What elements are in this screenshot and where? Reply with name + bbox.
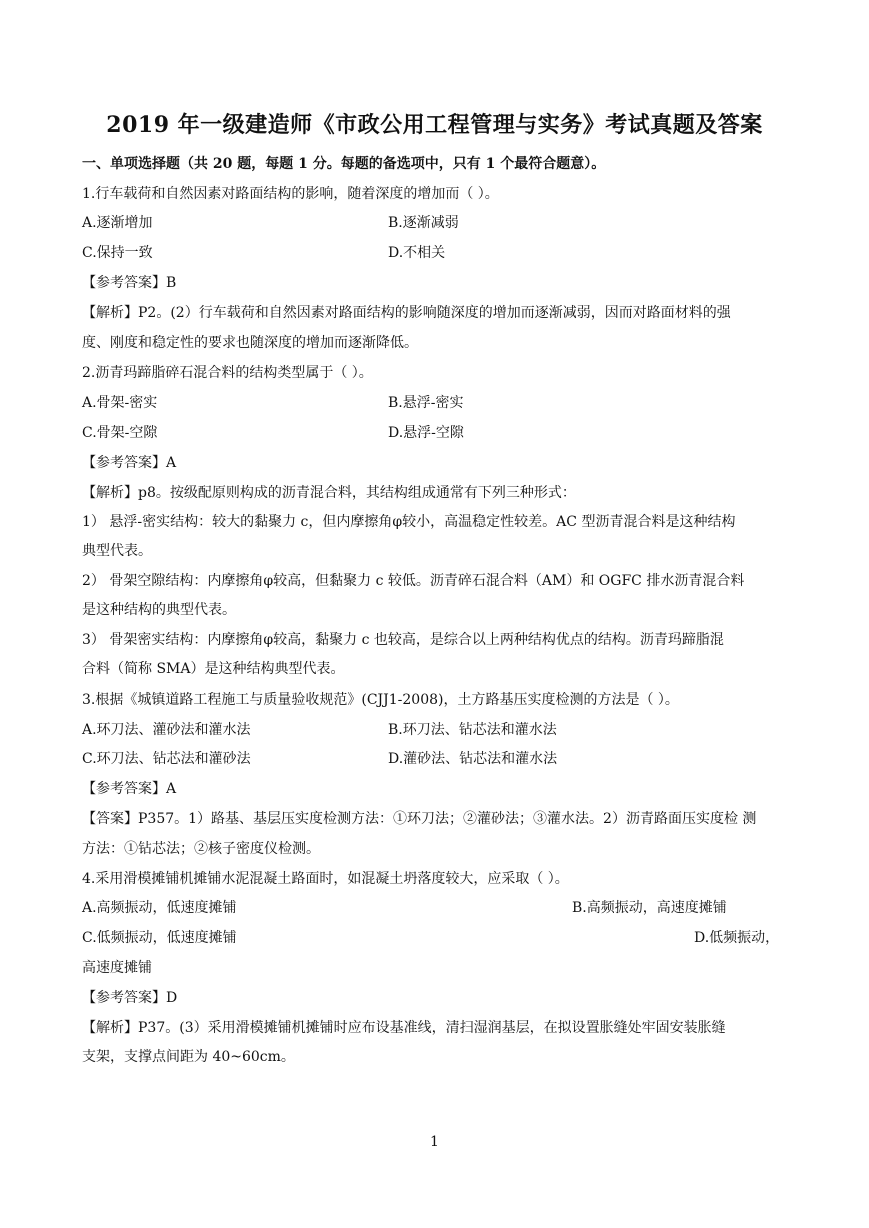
question-4-option-c: C.低频振动，低速度摊铺 <box>82 930 237 946</box>
question-1-option-b: B.逐渐减弱 <box>388 215 459 231</box>
question-1-answer: 【参考答案】B <box>82 275 177 291</box>
question-3-explanation-line: 【答案】P357。1）路基、基层压实度检测方法：①环刀法；②灌砂法；③灌水法。2）沥青路面压实度检 测 <box>82 811 757 827</box>
document-title: 2019 年一级建造师《市政公用工程管理与实务》考试真题及答案 <box>106 112 763 138</box>
question-4-option-d-continued: 高速度摊铺 <box>82 960 152 976</box>
question-2-explanation-line: 是这种结构的典型代表。 <box>82 602 236 618</box>
question-1-option-d: D.不相关 <box>388 245 446 261</box>
question-2-explanation-line: 2） 骨架空隙结构：内摩擦角φ较高，但黏聚力 c 较低。沥青碎石混合料（AM）和 OGFC 排水沥青混合料 <box>82 573 745 589</box>
section-heading: 一、单项选择题（共 20 题，每题 1 分。每题的备选项中，只有 1 个最符合题意）。 <box>82 156 606 172</box>
question-2-explanation-line: 1） 悬浮-密实结构：较大的黏聚力 c，但内摩擦角φ较小，高温稳定性较差。AC 型沥青混合料是这种结构 <box>82 514 736 530</box>
question-4-option-d: D.低频振动， <box>694 930 780 946</box>
question-4-answer: 【参考答案】D <box>82 990 178 1006</box>
question-2-option-b: B.悬浮-密实 <box>388 395 464 411</box>
question-1-option-c: C.保持一致 <box>82 245 153 261</box>
question-3-stem: 3.根据《城镇道路工程施工与质量验收规范》(CJJ1-2008)，土方路基压实度检测的方法是（ ）。 <box>82 692 679 708</box>
question-3-option-d: D.灌砂法、钻芯法和灌水法 <box>388 751 558 767</box>
question-4-option-b: B.高频振动，高速度摊铺 <box>572 900 727 916</box>
question-1-option-a: A.逐渐增加 <box>82 215 153 231</box>
question-4-option-a: A.高频振动，低速度摊铺 <box>82 900 237 916</box>
question-2-option-d: D.悬浮-空隙 <box>388 425 464 441</box>
question-1-explanation-line: 【解析】P2。(2）行车载荷和自然因素对路面结构的影响随深度的增加而逐渐减弱，因而对路面材料的强 <box>82 305 731 321</box>
question-4-stem: 4.采用滑模摊铺机摊铺水泥混凝土路面时，如混凝土坍落度较大，应采取（ ）。 <box>82 871 569 887</box>
question-3-option-b: B.环刀法、钻芯法和灌水法 <box>388 722 557 738</box>
question-2-explanation-line: 典型代表。 <box>82 543 152 559</box>
question-2-option-a: A.骨架-密实 <box>82 395 158 411</box>
page-number: 1 <box>430 1134 439 1150</box>
question-4-explanation-line: 支架，支撑点间距为 40~60cm。 <box>82 1049 295 1065</box>
question-3-option-a: A.环刀法、灌砂法和灌水法 <box>82 722 251 738</box>
question-2-explanation-line: 【解析】p8。按级配原则构成的沥青混合料，其结构组成通常有下列三种形式： <box>82 485 576 501</box>
question-1-stem: 1.行车载荷和自然因素对路面结构的影响，随着深度的增加而（ ）。 <box>82 186 499 202</box>
question-4-explanation-line: 【解析】P37。(3）采用滑模摊铺机摊铺时应布设基准线，清扫湿润基层，在拟设置胀缝处牢固安装胀缝 <box>82 1020 726 1036</box>
question-2-stem: 2.沥青玛蹄脂碎石混合料的结构类型属于（ ）。 <box>82 365 373 381</box>
question-3-option-c: C.环刀法、钻芯法和灌砂法 <box>82 751 251 767</box>
question-1-explanation-line: 度、刚度和稳定性的要求也随深度的增加而逐渐降低。 <box>82 335 418 351</box>
question-3-answer: 【参考答案】A <box>82 781 177 797</box>
question-2-option-c: C.骨架-空隙 <box>82 425 158 441</box>
question-2-answer: 【参考答案】A <box>82 455 177 471</box>
question-2-explanation-line: 合料（简称 SMA）是这种结构典型代表。 <box>82 661 345 677</box>
question-3-explanation-line: 方法：①钻芯法；②核子密度仪检测。 <box>82 841 320 857</box>
question-2-explanation-line: 3） 骨架密实结构：内摩擦角φ较高，黏聚力 c 也较高，是综合以上两种结构优点的结构。沥青玛蹄脂混 <box>82 632 724 648</box>
